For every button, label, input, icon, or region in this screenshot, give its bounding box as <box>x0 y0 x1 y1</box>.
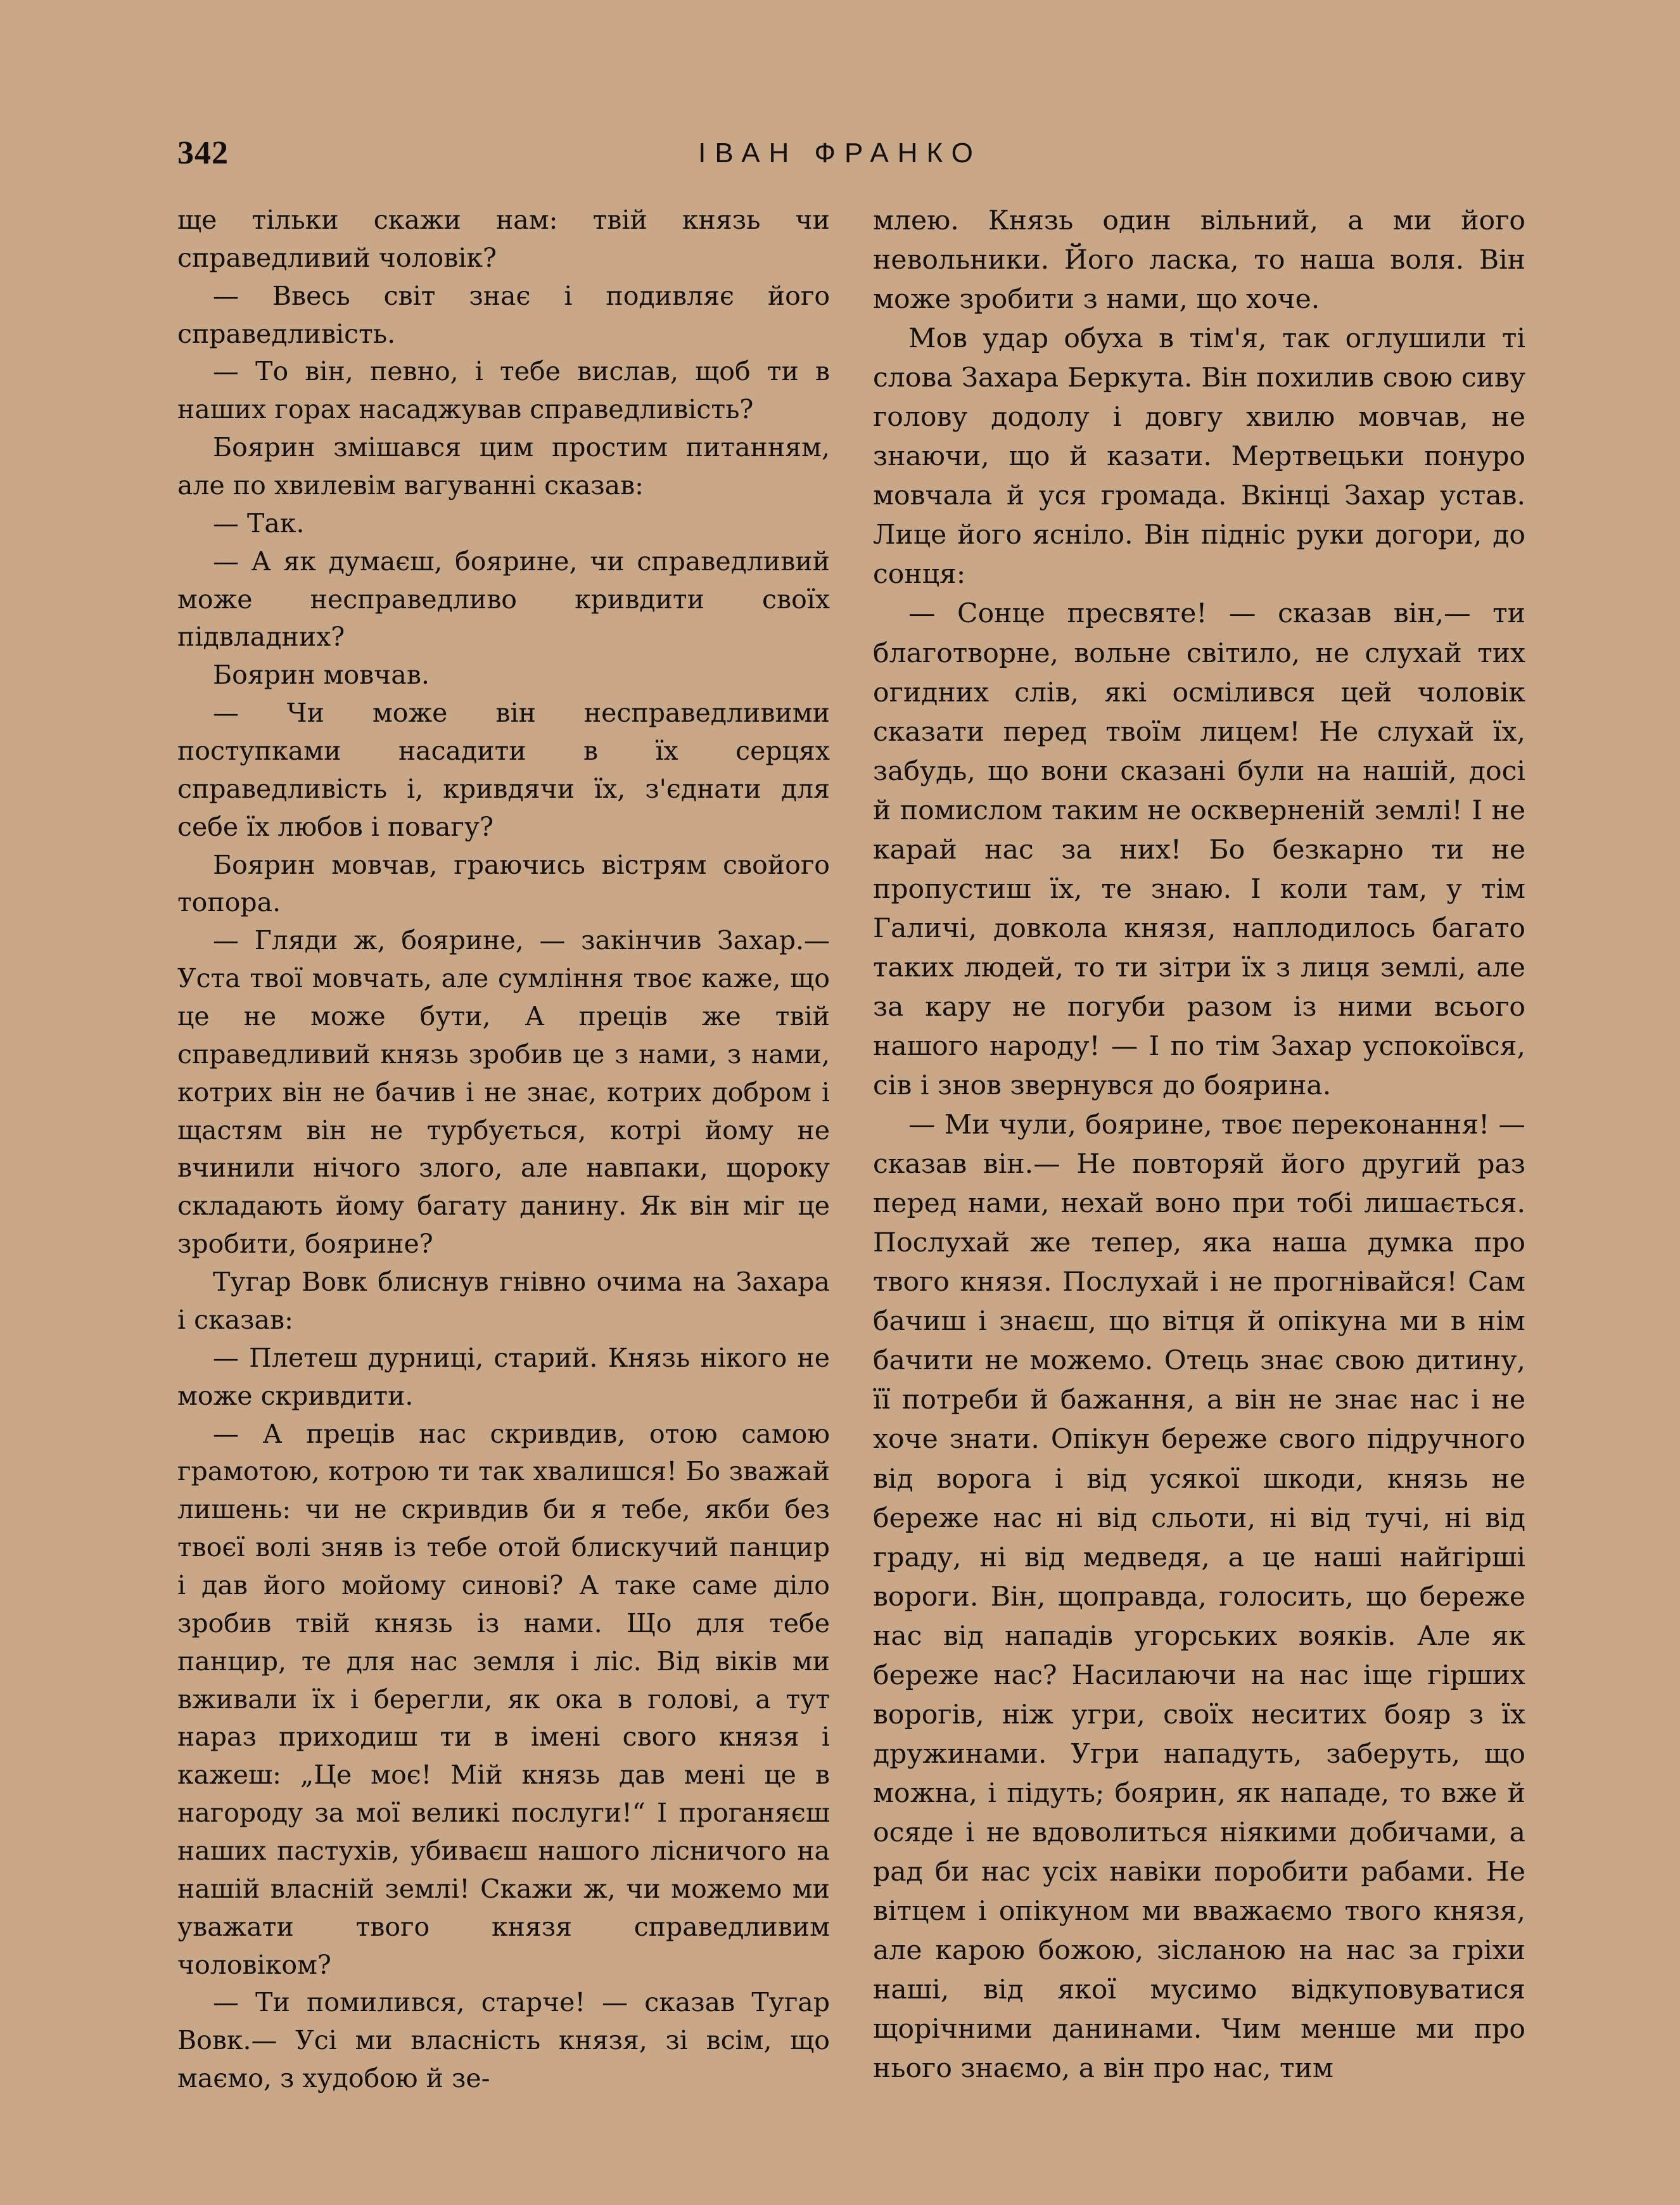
paragraph: — Чи може він несправедливими поступками насадити в їх серцях справедливість і, кривдячи їх, з'єднати для себе їх любов і повагу? <box>177 698 830 842</box>
paragraph: Тугар Вовк блиснув гнівно очима на Захара і сказав: <box>177 1267 830 1335</box>
paragraph: — Гляди ж, боярине, — закінчив Захар.— Уста твої мовчать, але сумління твоє каже, що це не може бути, А преців же твій справедливий князь зробив це з нами, з нами, котрих він не бачив і не знає, котрих добром і щастям він не турбується, котрі йому не вчинили нічого злого, але навпаки, щороку складають йому багату данину. Як він міг це зробити, боярине? <box>177 925 830 1260</box>
paragraph: млею. Князь один вільний, а ми його невольники. Його ласка, то наша воля. Він може зробити з нами, що хоче. <box>873 205 1525 316</box>
paragraph: Боярин мовчав. <box>213 660 430 691</box>
paragraph: — То він, певно, і тебе вислав, щоб ти в наших горах насаджував справедливість? <box>177 356 830 425</box>
paragraph: ще тільки скажи нам: твій князь чи справедливий чоловік? <box>177 205 830 273</box>
paragraph: Боярин мовчав, граючись вістрям свойого топора. <box>177 849 830 918</box>
paragraph: — А як думаєш, боярине, чи справедливий може несправедливо кривдити своїх підвладних? <box>177 546 830 653</box>
paragraph: — Сонце пресвяте! — сказав він,— ти благотворне, вольне світило, не слухай тих огидних слів, які осмілився цей чоловік сказати перед твоїм лицем! Не слухай їх, забудь, що вони сказані були на нашій, досі й помислом таким не оскверненій землі! І не карай нас за них! Бо безкарно ти не пропустиш їх, те знаю. І коли там, у тім Галичі, довкола князя, наплодилось багато таких людей, то ти зітри їх з лиця землі, але за кару не погуби разом із ними всього нашого народу! — І по тім Захар успокоївся, сів і знов звернувся до боярина. <box>873 598 1525 1102</box>
left-column <box>177 201 830 2098</box>
paragraph: Боярин змішався цим простим питанням, але по хвилевім вагуванні сказав: <box>177 432 830 501</box>
paragraph: — А преців нас скривдив, отою самою грамотою, котрою ти так хвалишся! Бо зважай лишень: чи не скривдив би я тебе, якби без твоєї волі зняв із тебе отой блискучий панцир і дав його мойому синові? А таке саме діло зробив твій князь із нами. Що для тебе панцир, те для нас земля і ліс. Від віків ми вживали їх і берегли, як ока в голові, а тут нараз приходиш ти в імені свого князя і кажеш: „Це моє! Мій князь дав мені це в нагороду за мої великі послуги!“ І проганяєш наших пастухів, убиваєш нашого лісничого на нашій власній землі! Скажи ж, чи можемо ми уважати твого князя справедливим чоловіком? <box>177 1418 830 1980</box>
right-column <box>873 201 1525 2088</box>
paragraph: Мов удар обуха в тім'я, так оглушили ті слова Захара Беркута. Він похилив свою сиву голову додолу і довгу хвилю мовчав, не знаючи, що й казати. Мертвецьки понуро мовчала й уся громада. Вкінці Захар устав. Лице його ясніло. Він підніс руки догори, до сонця: <box>873 323 1525 591</box>
paragraph: — Плетеш дурниці, старий. Князь нікого не може скривдити. <box>177 1342 830 1411</box>
paragraph: — Ми чули, боярине, твоє переконання! — сказав він.— Не повторяй його другий раз перед нами, нехай воно при тобі лишається. Послухай же тепер, яка наша думка про твого князя. Послухай і не прогнівайся! Сам бачиш і знаєш, що вітця й опікуна ми в нім бачити не можемо. Отець знає свою дитину, її потреби й бажання, а він не знає нас і не хоче знати. Опікун береже свого підручного від ворога і від усякої шкоди, князь не береже нас ні від сльоти, ні від тучі, ні від граду, ні від медведя, а це наші найгірші вороги. Він, щоправда, голосить, що береже нас від нападів угорських вояків. Але як береже нас? Насилаючи на нас іще гірших ворогів, ніж угри, своїх неситих бояр з їх дружинами. Угри нападуть, заберуть, що можна, і підуть; боярин, як нападе, то вже й осяде і не вдоволиться ніякими добичами, а рад би нас усіх навіки поробити рабами. Не вітцем і опікуном ми вважаємо твого князя, але карою божою, зісланою на нас за гріхи наші, від якої мусимо відкуповуватися щорічними данинами. Чим менше ми про нього знаємо, а він про нас, тим <box>873 1109 1525 2085</box>
paragraph: — Ти помилився, старче! — сказав Тугар Вовк.— Усі ми власність князя, зі всім, що маємо, з худобою й зе- <box>177 1987 830 2094</box>
running-title: ІВАН ФРАНКО <box>698 137 982 169</box>
paragraph: — Ввесь світ знає і подивляє його справедливість. <box>177 280 830 349</box>
page-number: 342 <box>177 135 229 171</box>
paragraph: — Так. <box>213 508 305 539</box>
